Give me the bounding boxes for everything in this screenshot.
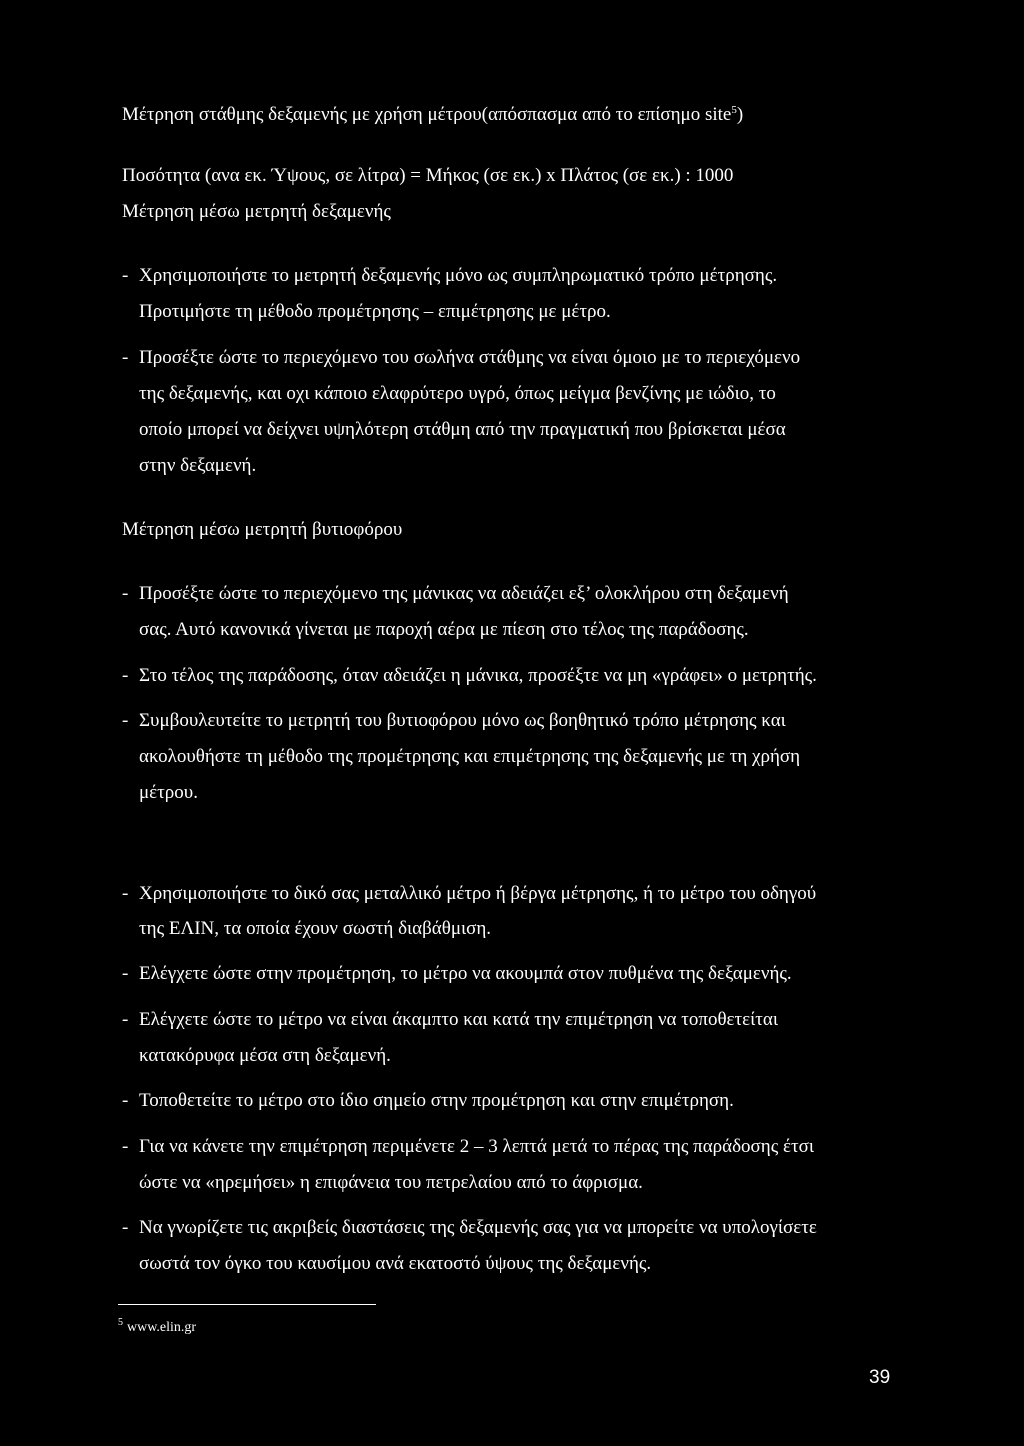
bullet-text: μέτρου. bbox=[139, 782, 198, 803]
bullet-dash: - bbox=[122, 1009, 129, 1030]
section-title-truck-meter: Μέτρηση μέσω μετρητή βυτιοφόρου bbox=[122, 519, 403, 540]
bullet-text: στην δεξαμενή. bbox=[139, 455, 257, 476]
bullet-text: Για να κάνετε την επιμέτρηση περιμένετε 2 – 3 λεπτά μετά το πέρας της παράδοσης έτσι bbox=[139, 1136, 814, 1157]
bullet-dash: - bbox=[122, 1217, 129, 1238]
page-number: 39 bbox=[869, 1367, 891, 1388]
heading-close: ) bbox=[736, 104, 744, 125]
bullet-text: κατακόρυφα μέσα στη δεξαμενή. bbox=[139, 1045, 391, 1066]
footnote-mark: 5 bbox=[118, 1317, 123, 1328]
bullet-dash: - bbox=[122, 963, 129, 984]
bullet-text: Τοποθετείτε το μέτρο στο ίδιο σημείο στην προμέτρηση και στην επιμέτρηση. bbox=[139, 1090, 734, 1111]
bullet-text: Στο τέλος της παράδοσης, όταν αδειάζει η μάνικα, προσέξτε να μη «γράφει» ο μετρητής. bbox=[139, 665, 817, 686]
bullet-text: σας. Αυτό κανονικά γίνεται με παροχή αέρα με πίεση στο τέλος της παράδοσης. bbox=[139, 619, 749, 640]
section-title-tank-gauge: Μέτρηση μέσω μετρητή δεξαμενής bbox=[122, 201, 391, 222]
bullet-text: Προσέξτε ώστε το περιεχόμενο της μάνικας να αδειάζει εξ’ ολοκλήρου στη δεξαμενή bbox=[139, 583, 789, 604]
bullet-dash: - bbox=[122, 347, 129, 368]
bullet-text: της ΕΛΙΝ, τα οποία έχουν σωστή διαβάθμιση. bbox=[139, 918, 492, 939]
bullet-text: ώστε να «ηρεμήσει» η επιφάνεια του πετρελαίου από το άφρισμα. bbox=[139, 1172, 643, 1193]
bullet-text: Προτιμήστε τη μέθοδο προμέτρησης – επιμέτρησης με μέτρο. bbox=[139, 301, 611, 322]
bullet-text: Προσέξτε ώστε το περιεχόμενο του σωλήνα στάθμης να είναι όμοιο με το περιεχόμενο bbox=[139, 347, 801, 368]
bullet-dash: - bbox=[122, 710, 129, 731]
formula: Ποσότητα (ανα εκ. Ύψους, σε λίτρα) = Μήκος (σε εκ.) x Πλάτος (σε εκ.) : 1000 bbox=[122, 165, 734, 186]
bullet-dash: - bbox=[122, 1090, 129, 1111]
bullet-text: οποίο μπορεί να δείχνει υψηλότερη στάθμη από την πραγματική που βρίσκεται μέσα bbox=[139, 419, 786, 440]
bullet-text: σωστά τον όγκο του καυσίμου ανά εκατοστό ύψους της δεξαμενής. bbox=[139, 1253, 652, 1274]
bullet-dash: - bbox=[122, 583, 129, 604]
bullet-text: Ελέγχετε ώστε το μέτρο να είναι άκαμπτο και κατά την επιμέτρηση να τοποθετείται bbox=[139, 1009, 778, 1030]
footnote bbox=[118, 1319, 196, 1337]
bullet-text: ακολουθήστε τη μέθοδο της προμέτρησης και επιμέτρησης της δεξαμενής με τη χρήση bbox=[139, 746, 801, 767]
bullet-text: Ελέγχετε ώστε στην προμέτρηση, το μέτρο να ακουμπά στον πυθμένα της δεξαμενής. bbox=[139, 963, 792, 984]
bullet-dash: - bbox=[122, 1136, 129, 1157]
bullet-dash: - bbox=[122, 665, 129, 686]
footnote-link[interactable]: www.elin.gr bbox=[127, 1320, 197, 1335]
bullet-text: της δεξαμενής, και οχι κάποιο ελαφρύτερο υγρό, όπως μείγμα βενζίνης με ιώδιο, το bbox=[139, 383, 776, 404]
bullet-dash: - bbox=[122, 883, 129, 904]
bullet-text: Να γνωρίζετε τις ακριβείς διαστάσεις της δεξαμενής σας για να μπορείτε να υπολογίσετε bbox=[139, 1217, 817, 1238]
footnote-ref: 5 bbox=[731, 104, 737, 116]
bullet-text: Συμβουλευτείτε το μετρητή του βυτιοφόρου μόνο ως βοηθητικό τρόπο μέτρησης και bbox=[139, 710, 786, 731]
footnote-separator bbox=[118, 1304, 376, 1305]
bullet-dash: - bbox=[122, 265, 129, 286]
bullet-text: Χρησιμοποιήστε το δικό σας μεταλλικό μέτρο ή βέργα μέτρησης, ή το μέτρο του οδηγού bbox=[139, 883, 817, 904]
heading bbox=[122, 103, 743, 127]
bullet-text: Χρησιμοποιήστε το μετρητή δεξαμενής μόνο ως συμπληρωματικό τρόπο μέτρησης. bbox=[139, 265, 778, 286]
heading-text: Μέτρηση στάθμης δεξαμενής με χρήση μέτρου(απόσπασμα από το επίσημο site bbox=[122, 104, 732, 125]
